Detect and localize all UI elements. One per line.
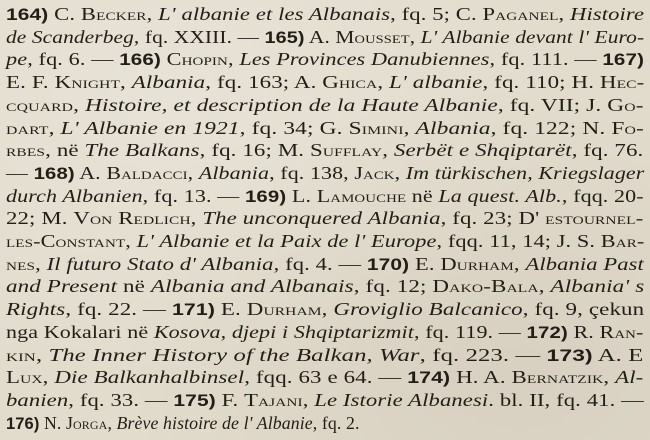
title-text: L' Albanie et la Paix de l' Europe	[136, 231, 437, 251]
author-name: Lux	[6, 367, 43, 388]
text-run: ,	[107, 412, 117, 433]
title-text: Brève histoire de l' Albanie	[116, 412, 313, 433]
text-line	[6, 118, 644, 138]
title-text: durch Albanien	[6, 185, 143, 206]
text-line	[6, 322, 643, 343]
text-run: ,	[73, 94, 86, 115]
author-name: Paganel	[482, 4, 559, 24]
text-run: F.	[215, 389, 245, 410]
footnote-number: 165)	[264, 28, 305, 47]
author-name: Simini	[348, 117, 404, 138]
title-text: Groviglio Balcanico	[333, 299, 523, 320]
text-run: , fq. 110; H.	[482, 72, 600, 93]
author-name: Durham	[440, 253, 514, 274]
author-name: Ran-	[599, 321, 644, 342]
title-text: Die Balkanhalbinsel	[54, 367, 245, 388]
author-name: Baldacci	[106, 162, 188, 183]
text-line	[6, 186, 644, 207]
text-run: N.	[39, 412, 67, 433]
text-run: nga Kokalari në	[6, 321, 154, 342]
footnote-number: 170)	[366, 255, 410, 274]
text-run: , fq. 6. —	[27, 49, 120, 70]
title-text: L' albanie et les Albanais	[158, 4, 391, 24]
text-line	[6, 163, 644, 184]
text-run: , fq. 138,	[269, 162, 355, 183]
text-line	[6, 254, 644, 275]
author-name: Dako-Bala	[432, 276, 539, 297]
footnote-number: 174)	[407, 369, 451, 388]
text-run: , fq. 223. —	[419, 344, 547, 365]
text-run: 22; M.	[6, 208, 74, 229]
title-text: La quest. Alb.	[438, 185, 562, 206]
text-run: në	[406, 185, 439, 206]
footnote-number: 167)	[602, 51, 645, 70]
title-text: The unconquered Albania	[202, 208, 441, 229]
title-text: Kosova, djepi i Shqiptarizmit	[153, 321, 414, 342]
text-line	[6, 299, 644, 320]
text-run: , fqq. 63 e 64. —	[244, 367, 408, 388]
footnote-number: 171)	[171, 301, 216, 320]
text-run: , fq. 33. —	[68, 389, 174, 410]
text-run: ,	[48, 117, 61, 138]
text-line	[6, 72, 644, 92]
text-line	[6, 231, 644, 251]
text-run: ,	[558, 4, 571, 24]
text-run: ,	[146, 4, 159, 24]
text-line	[6, 208, 643, 228]
author-name: Durham	[246, 299, 322, 320]
text-run: , fq. 23; D'	[440, 208, 546, 229]
title-text: Albania Past	[525, 253, 644, 274]
text-line	[6, 27, 644, 48]
footnote-number: 172)	[526, 323, 568, 342]
text-run: , fq. 12;	[353, 276, 433, 297]
title-text: Albania	[131, 72, 206, 93]
title-text: de Scanderbeg	[6, 26, 134, 47]
title-text: L' Albanie en 1921	[60, 117, 240, 138]
text-run: , fq. 122; N.	[490, 117, 612, 138]
text-line	[6, 390, 644, 411]
text-run: , fq. 5; C.	[390, 4, 483, 24]
title-text: The Inner History of the Balkan, War	[48, 344, 420, 365]
footnote-number: 168)	[33, 164, 75, 183]
text-run: —	[6, 162, 34, 183]
title-text: Albania and Albanais	[150, 276, 354, 297]
author-name: Becker	[80, 4, 147, 24]
author-name: Mousset	[335, 26, 410, 47]
text-run: , fq. 2.	[312, 412, 360, 433]
title-text: L' Albanie devant l' Euro-	[420, 26, 645, 47]
text-run: në	[117, 276, 151, 297]
text-run: A.	[304, 26, 336, 47]
text-run: ,	[187, 162, 199, 183]
text-run: , fqq. 20-	[561, 185, 644, 206]
text-run: ,	[377, 72, 390, 93]
text-run: , fq. 111. —	[489, 49, 603, 70]
text-run: E.	[409, 253, 441, 274]
author-name: Bernatzik	[511, 367, 604, 388]
text-line	[6, 367, 643, 388]
text-run: , fq. VII; J.	[497, 94, 608, 115]
title-text: Les Provinces Danubiennes	[239, 49, 490, 70]
footnote-number: 164)	[6, 6, 49, 24]
author-name: Jorga	[66, 412, 108, 433]
author-name: Sufflay	[309, 140, 383, 161]
title-text: The Balkans	[84, 140, 200, 161]
footnote-number: 173)	[546, 346, 593, 365]
author-name: Bar-	[600, 231, 645, 251]
title-text: Il futuro Stato d' Albania	[46, 253, 274, 274]
text-run: , fq. 76.	[571, 140, 644, 161]
text-run: E.	[215, 299, 247, 320]
text-run: , fq. 22. —	[65, 299, 172, 320]
text-run: C.	[48, 4, 81, 24]
title-text: Albania' s	[550, 276, 645, 297]
title-text: pe	[6, 49, 28, 70]
text-run: ,	[35, 344, 49, 365]
text-run: , fq. 119. —	[413, 321, 527, 342]
text-line	[6, 413, 360, 434]
author-name: Chopin	[166, 49, 229, 70]
text-run: , fq. 34; G.	[239, 117, 349, 138]
text-run: A.	[74, 162, 107, 183]
title-text: Histoire, et description de la Haute Albanie	[85, 94, 498, 115]
author-name: cquard	[6, 94, 74, 115]
text-run: A. E	[592, 344, 644, 365]
author-name: Fo-	[611, 117, 644, 138]
text-run: E. F.	[6, 72, 55, 93]
text-line	[6, 95, 644, 115]
text-run: , fq. 4. —	[273, 253, 367, 274]
author-name: Knight	[54, 72, 121, 93]
text-run: ,	[382, 140, 394, 161]
text-run: ,	[321, 299, 334, 320]
text-line	[6, 345, 643, 366]
text-run: , fq. XXIII. —	[133, 26, 265, 47]
text-line	[6, 276, 644, 296]
text-run: , fq. 13. —	[142, 185, 245, 206]
title-text: Rights	[6, 299, 66, 320]
author-name: Von Redlich	[73, 208, 191, 229]
text-line	[6, 4, 644, 25]
text-run: ,	[302, 389, 315, 410]
author-name: rbes	[6, 140, 46, 161]
title-text: Albania	[198, 162, 270, 183]
footnote-number: 169)	[244, 187, 287, 206]
text-run: ,	[394, 162, 406, 183]
text-run: L.	[286, 185, 317, 206]
author-name: Jack	[354, 162, 395, 183]
text-run: ,	[538, 276, 551, 297]
author-name: kin	[6, 344, 36, 365]
author-name: les-Constant	[6, 231, 126, 251]
text-run: , fqq. 11, 14; J. S.	[436, 231, 601, 251]
text-run: ,	[603, 367, 616, 388]
footnote-number: 176)	[6, 414, 40, 433]
text-run: ,	[228, 49, 240, 70]
text-line	[6, 49, 644, 70]
text-run: , fq. 16; M.	[199, 140, 310, 161]
title-text: Serbët e Shqiptarët	[393, 140, 572, 161]
title-text: Im türkischen, Kriegslager	[405, 162, 645, 183]
text-run: ,	[513, 253, 526, 274]
title-text: Le Istorie Albanesi	[314, 389, 489, 410]
text-run: R.	[567, 321, 600, 342]
text-run: , në	[45, 140, 85, 161]
author-name: nes	[6, 253, 36, 274]
footnote-number: 175)	[173, 391, 216, 410]
author-name: estournel-	[545, 208, 644, 229]
text-run: , fq. 9, çekun	[522, 299, 645, 320]
author-name: dart	[6, 117, 49, 138]
text-run: ,	[403, 117, 416, 138]
title-text: banien	[6, 389, 69, 410]
text-run: . bl. II, fq. 41. —	[488, 389, 644, 410]
text-run: ,	[190, 208, 203, 229]
text-run: ,	[120, 72, 132, 93]
title-text: L' albanie	[389, 72, 483, 93]
text-run: ,	[35, 253, 47, 274]
title-text: Albania	[415, 117, 491, 138]
text-run: ,	[42, 367, 55, 388]
author-name: Ghica	[322, 72, 378, 93]
author-name: Hec-	[599, 72, 645, 93]
title-text: Al-	[615, 367, 644, 388]
text-run: H. A.	[450, 367, 512, 388]
text-run: , fq. 163; A.	[205, 72, 323, 93]
author-name: Lamouche	[316, 185, 407, 206]
author-name: Go-	[607, 94, 644, 115]
title-text: Histoire	[570, 4, 645, 24]
footnote-number: 166)	[119, 51, 161, 70]
text-run: ,	[125, 231, 137, 251]
title-text: and Present	[6, 276, 118, 297]
text-run: ,	[409, 26, 421, 47]
author-name: Tajani	[244, 389, 303, 410]
text-line	[6, 140, 643, 160]
